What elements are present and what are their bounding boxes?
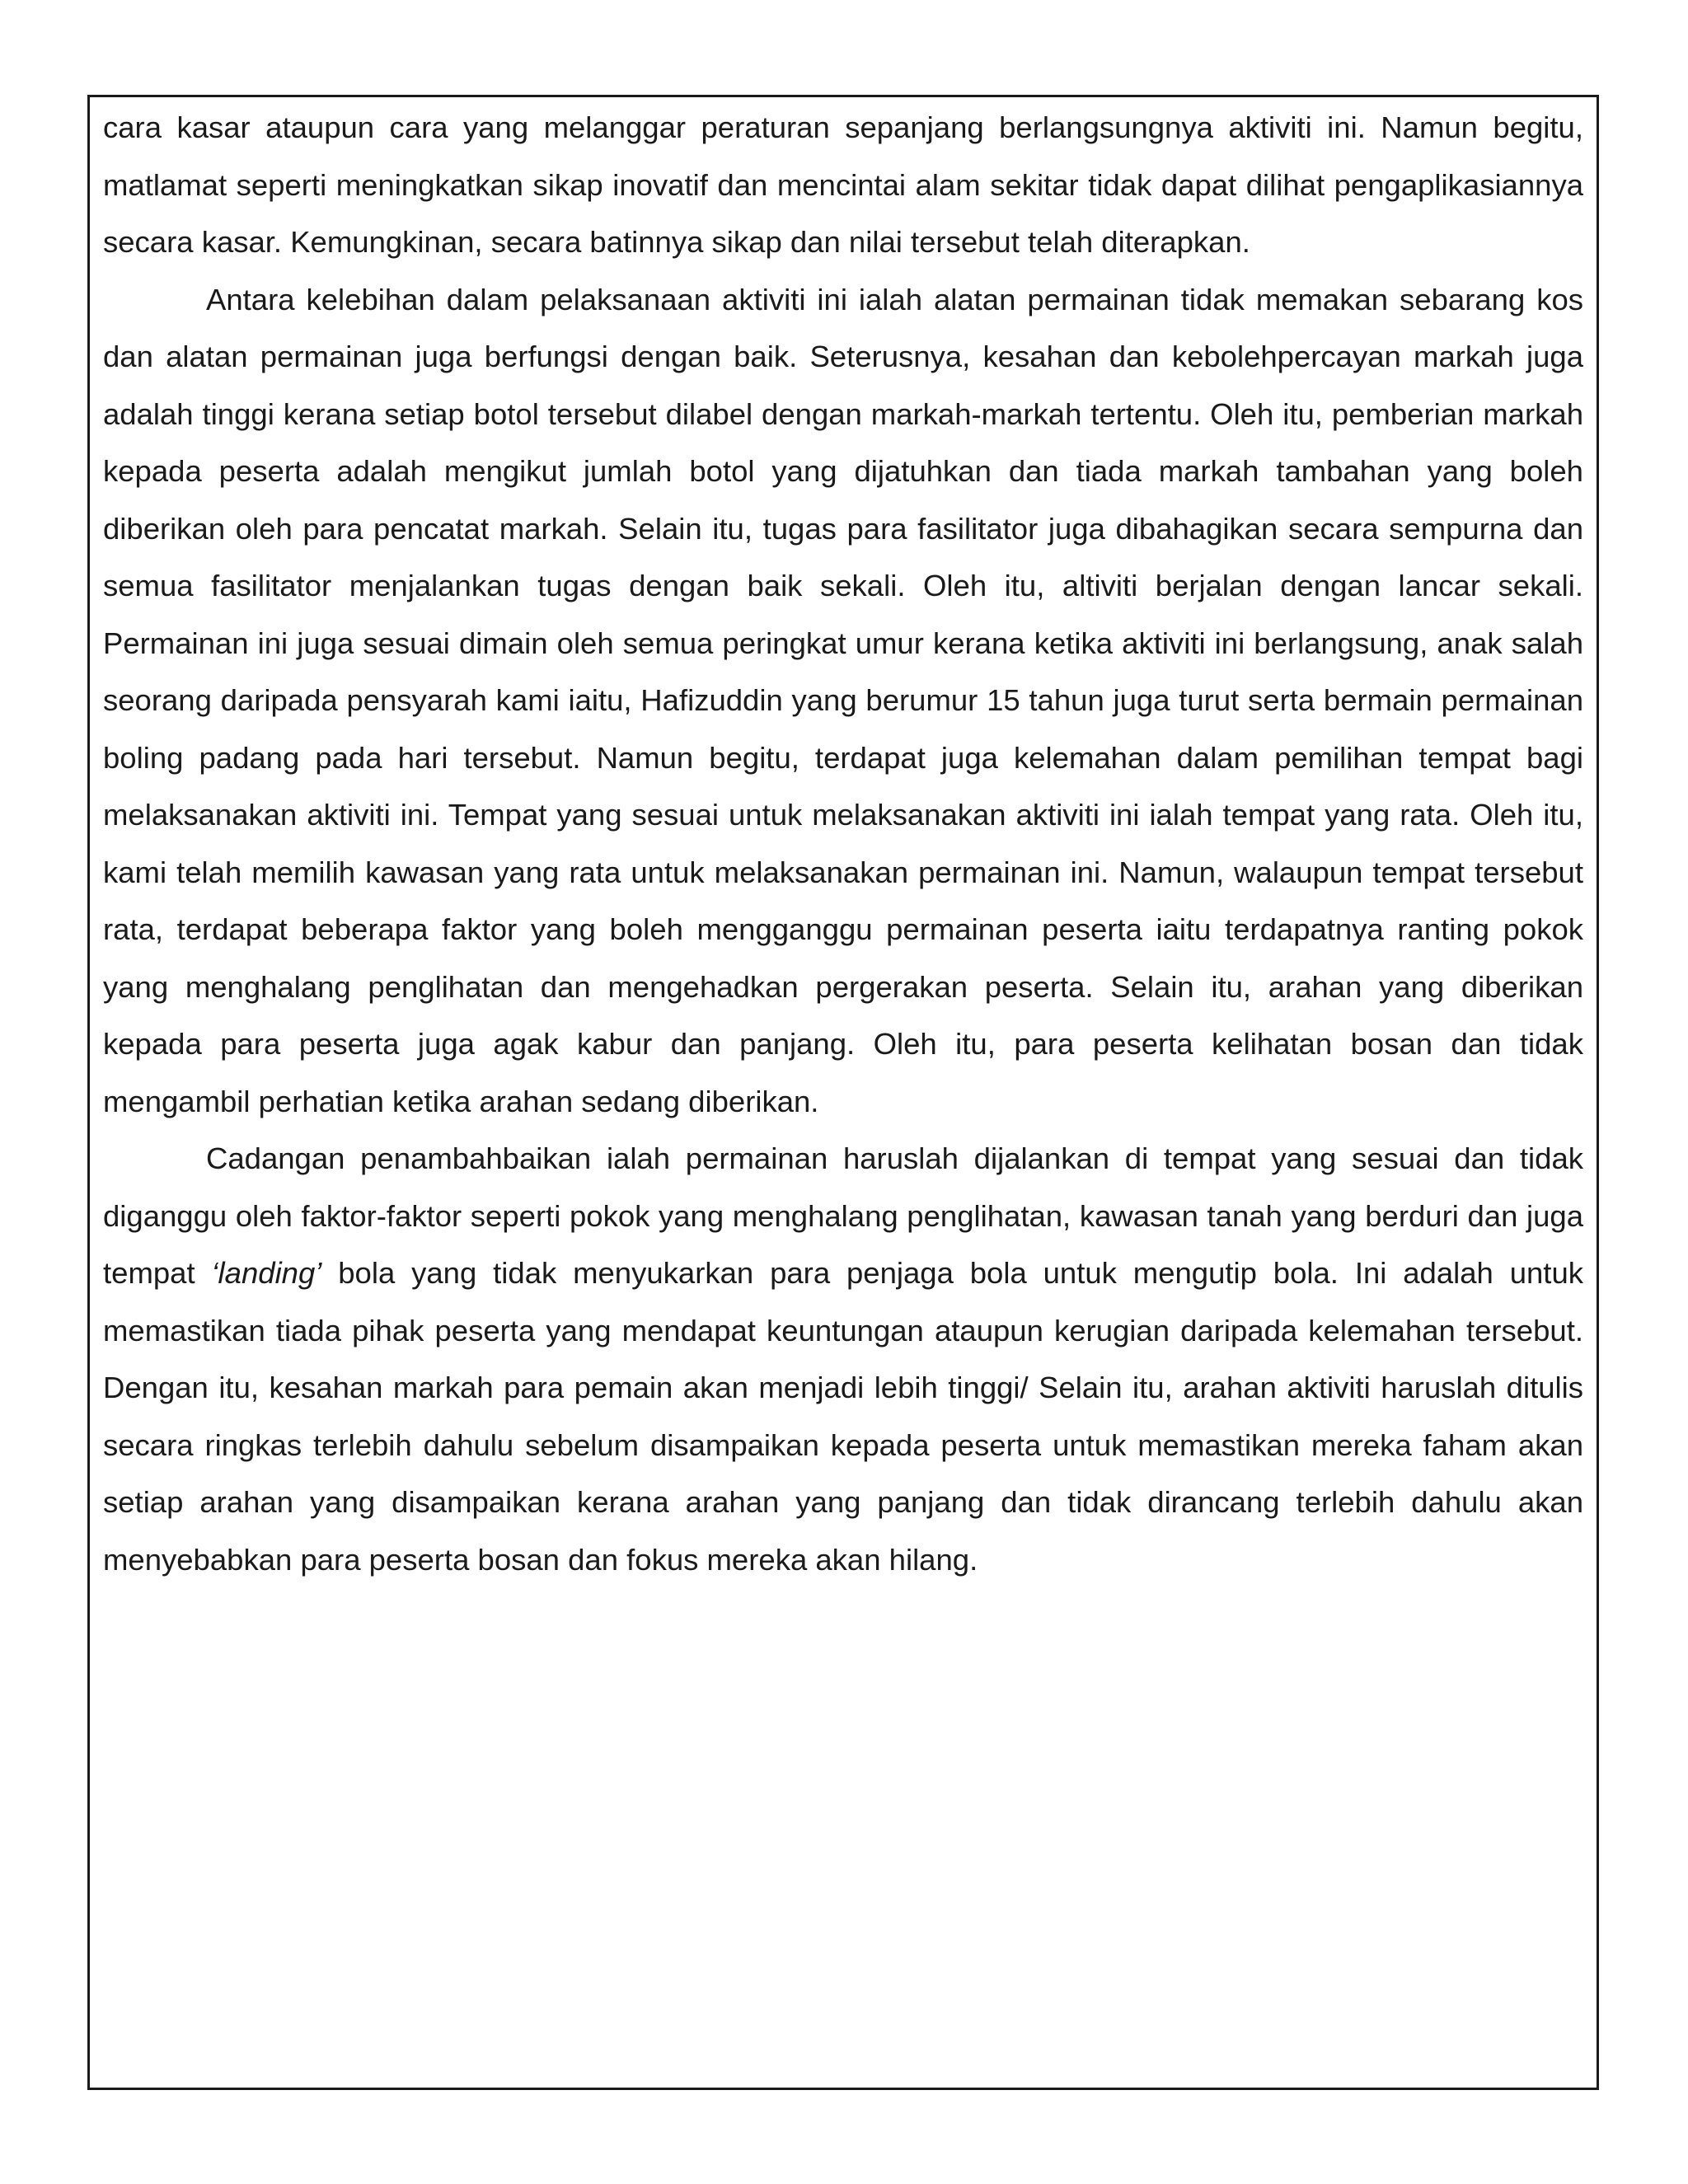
- page-border: [87, 95, 1599, 2090]
- paragraph-3-italic-term: ‘landing’: [211, 1256, 322, 1290]
- paragraph-3: [103, 1130, 1583, 1588]
- paragraph-1: cara kasar ataupun cara yang melanggar peraturan sepanjang berlangsungnya aktiviti ini. Namun begitu, matlamat seperti meningkatkan sikap inovatif dan mencintai alam sekitar tidak dapat dilihat pengaplikasiannya secara kasar. Kemungkinan, secara batinnya sikap dan nilai tersebut telah diterapkan.: [103, 110, 1583, 259]
- document-body: [103, 99, 1583, 1588]
- paragraph-2: Antara kelebihan dalam pelaksanaan aktiviti ini ialah alatan permainan tidak memakan sebarang kos dan alatan permainan juga berfungsi dengan baik. Seterusnya, kesahan dan kebolehpercayan markah juga adalah tinggi kerana setiap botol tersebut dilabel dengan markah-markah tertentu. Oleh itu, pemberian markah kepada peserta adalah mengikut jumlah botol yang dijatuhkan dan tiada markah tambahan yang boleh diberikan oleh para pencatat markah. Selain itu, tugas para fasilitator juga dibahagikan secara sempurna dan semua fasilitator menjalankan tugas dengan baik sekali. Oleh itu, altiviti berjalan dengan lancar sekali. Permainan ini juga sesuai dimain oleh semua peringkat umur kerana ketika aktiviti ini berlangsung, anak salah seorang daripada pensyarah kami iaitu, Hafizuddin yang berumur 15 tahun juga turut serta bermain permainan boling padang pada hari tersebut. Namun begitu, terdapat juga kelemahan dalam pemilihan tempat bagi melaksanakan aktiviti ini. Tempat yang sesuai untuk melaksanakan aktiviti ini ialah tempat yang rata. Oleh itu, kami telah memilih kawasan yang rata untuk melaksanakan permainan ini. Namun, walaupun tempat tersebut rata, terdapat beberapa faktor yang boleh mengganggu permainan peserta iaitu terdapatnya ranting pokok yang menghalang penglihatan dan mengehadkan pergerakan peserta. Selain itu, arahan yang diberikan kepada para peserta juga agak kabur dan panjang. Oleh itu, para peserta kelihatan bosan dan tidak mengambil perhatian ketika arahan sedang diberikan.: [103, 282, 1583, 1118]
- paragraph-3-text-after: bola yang tidak menyukarkan para penjaga bola untuk mengutip bola. Ini adalah untuk memastikan tiada pihak peserta yang mendapat keuntungan ataupun kerugian daripada kelemahan tersebut. Dengan itu, kesahan markah para pemain akan menjadi lebih tinggi/ Selain itu, arahan aktiviti haruslah ditulis secara ringkas terlebih dahulu sebelum disampaikan kepada peserta untuk memastikan mereka faham akan setiap arahan yang disampaikan kerana arahan yang panjang dan tidak dirancang terlebih dahulu akan menyebabkan para peserta bosan dan fokus mereka akan hilang.: [103, 1256, 1583, 1577]
- paragraph-3-text-before: Cadangan penambahbaikan ialah permainan haruslah dijalankan di tempat yang sesuai dan tidak diganggu oleh faktor-faktor seperti pokok yang menghalang penglihatan, kawasan tanah yang berduri dan juga tempat: [103, 1141, 1583, 1290]
